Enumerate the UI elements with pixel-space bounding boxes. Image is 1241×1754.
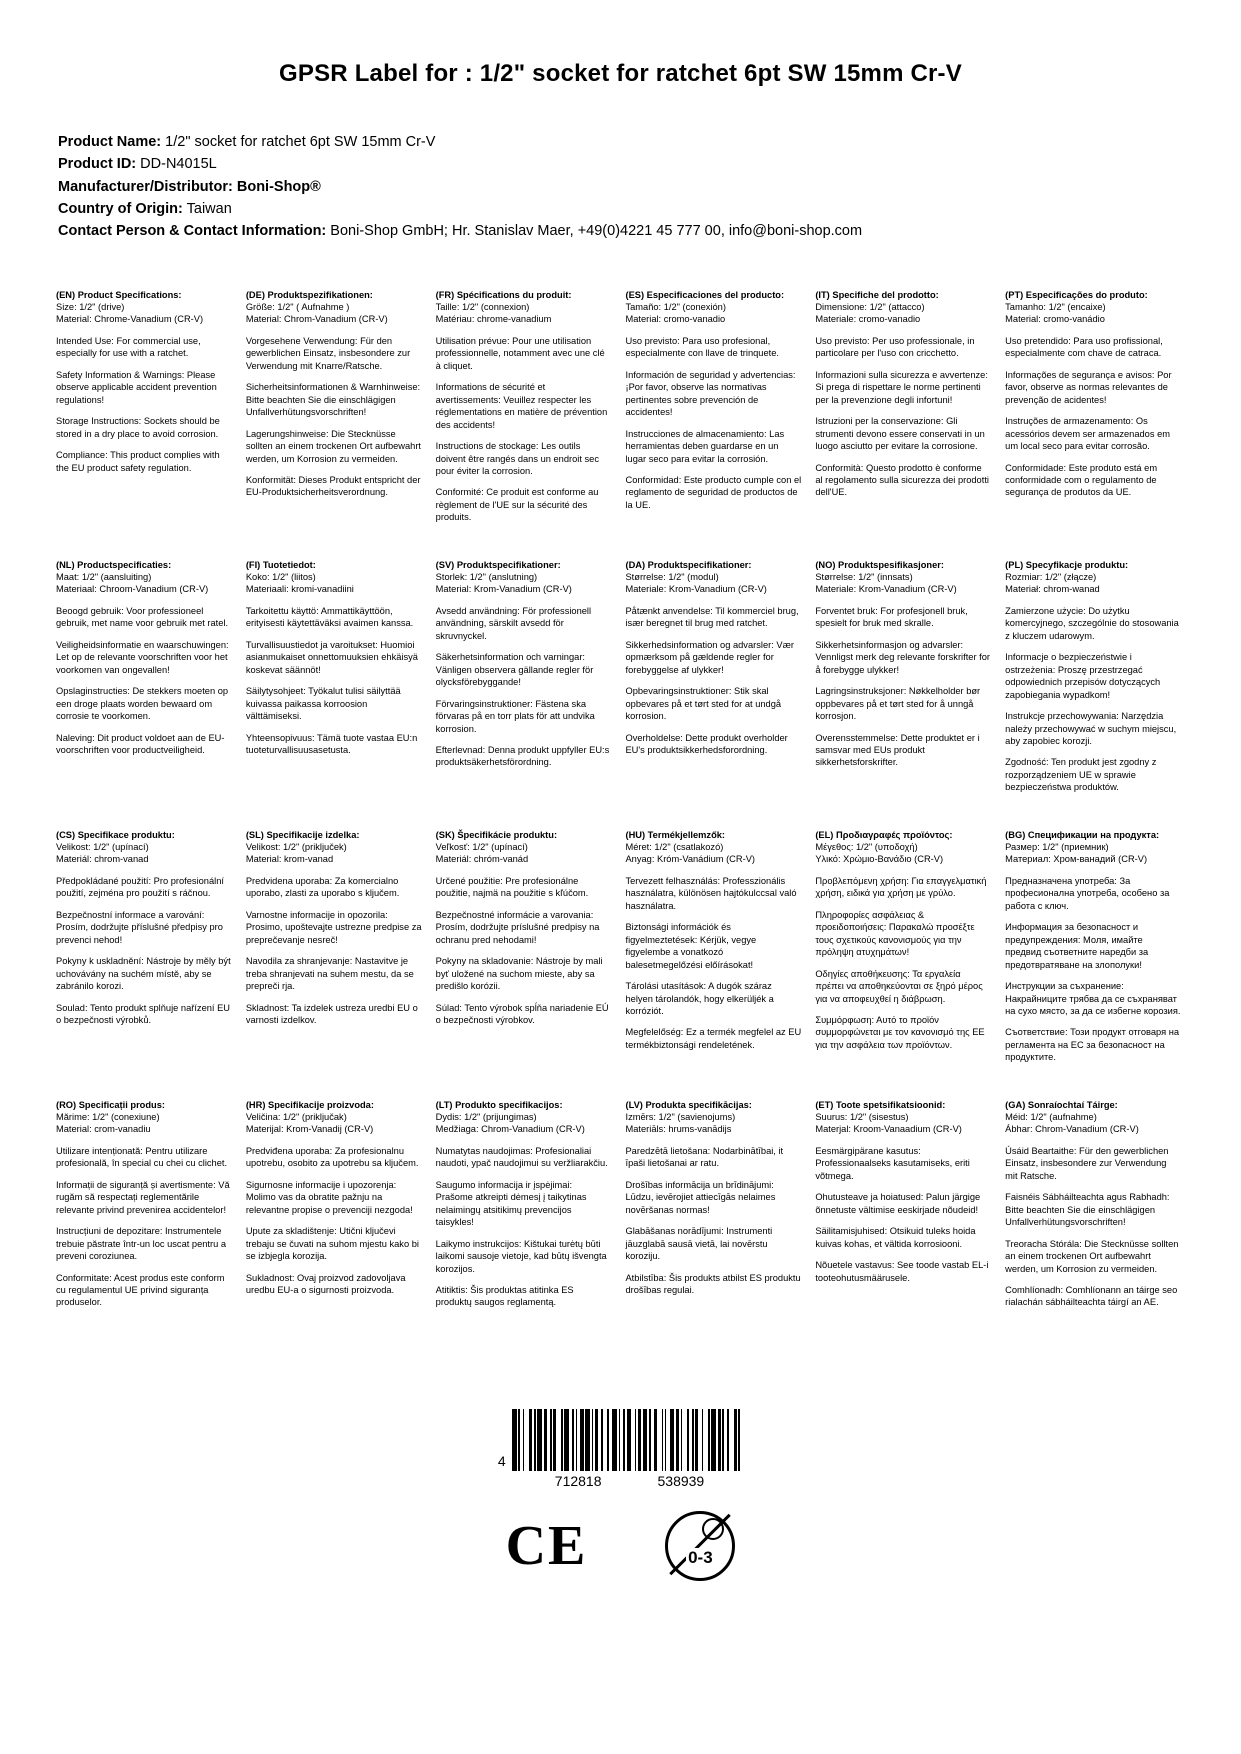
age-warning-icon: [665, 1511, 735, 1581]
spec-cell: [815, 829, 995, 1099]
spec-cell-paragraph: Materiale: cromo-vanadio: [815, 314, 921, 325]
spec-cell-heading: (GA) Sonraíochtaí Táirge:: [1005, 1099, 1118, 1110]
spec-cell-paragraph: Säilytysohjeet: Työkalut tulisi säilyttää kuivassa paikassa korroosion välttämiseksi.: [245, 686, 401, 722]
spec-cell-paragraph: Informations de sécurité et avertissements: Veuillez respecter les réglementations en matière de prévention des accidents!: [435, 382, 608, 430]
spec-cell-paragraph: Saugumo informacija ir įspėjimai: Prašome atkreipti dėmesį į taikytinas nelaimingų atsitikimų prevencijos taisykles!: [435, 1179, 587, 1228]
spec-cell-paragraph: Storage Instructions: Sockets should be stored in a dry place to avoid corrosion.: [56, 416, 220, 439]
spec-cell-heading: (LV) Produkta specifikācijas:: [625, 1099, 752, 1110]
spec-cell-paragraph: Sicherheitsinformationen & Warnhinweise: Bitte beachten Sie die einschlägigen Unfallverhütungsvorschriften!: [245, 382, 421, 418]
spec-cell: [436, 289, 616, 559]
spec-cell-paragraph: Conformité: Ce produit est conforme au règlement de l'UE sur la sécurité des produits.: [435, 487, 599, 523]
spec-cell-paragraph: Materiale: Krom-Vanadium (CR-V): [815, 584, 957, 595]
age-mark-label: 0-3: [688, 1547, 713, 1567]
spec-cell: [56, 289, 236, 559]
spec-cell-heading: (NO) Produktspesifikasjoner:: [815, 559, 944, 570]
spec-cell-paragraph: Materiał: chrom-wanad: [1005, 584, 1100, 595]
spec-cell-paragraph: Instrucciones de almacenamiento: Las herramientas deben guardarse en un lugar seco para evitar la corrosión.: [625, 428, 785, 464]
spec-cell-heading: (PT) Especificações do produto:: [1005, 289, 1148, 300]
spec-cell: [815, 1099, 995, 1369]
ce-mark-icon: CE: [505, 1514, 588, 1577]
barcode-bar: [740, 1409, 743, 1471]
spec-cell-paragraph: Συμμόρφωση: Αυτό το προϊόν συμμορφώνεται με τον κανονισμό της ΕΕ για την ασφάλεια των προϊόντων.: [815, 1015, 985, 1050]
barcode: [498, 1409, 743, 1471]
spec-cell-paragraph: Méid: 1/2" (aufnahme): [1005, 1112, 1097, 1123]
manufacturer-label: Manufacturer/Distributor:: [58, 178, 233, 195]
spec-cell-paragraph: Materijal: Krom-Vanadij (CR-V): [245, 1124, 374, 1135]
spec-cell-heading: (HU) Termékjellemzők:: [625, 829, 726, 840]
spec-cell-paragraph: Μέγεθος: 1/2" (υποδοχή): [815, 842, 918, 853]
spec-cell-paragraph: Opslaginstructies: De stekkers moeten op een droge plaats worden bewaard om corrosie te voorkomen.: [56, 686, 229, 722]
barcode-right-group: 538939: [657, 1472, 705, 1489]
spec-cell-paragraph: Eesmärgipärane kasutus: Professionaalseks kasutamiseks, eriti võtmega.: [815, 1145, 970, 1181]
spec-cell: [625, 289, 805, 559]
spec-cell-heading: (DE) Produktspezifikationen:: [245, 289, 373, 300]
spec-cell-paragraph: Material: Krom-Vanadium (CR-V): [435, 584, 572, 595]
spec-cell: [56, 829, 236, 1099]
spec-cell-paragraph: Turvallisuustiedot ja varoitukset: Huomioi asianmukaiset onnettomuuksien ehkäisyä koskevat säännöt!: [245, 639, 418, 675]
spec-cell-paragraph: Nõuetele vastavus: See toode vastab EL-i tooteohutusmäärusele.: [815, 1260, 989, 1283]
spec-cell-paragraph: Bezpečnostní informace a varování: Prosím, dodržujte příslušné předpisy pro prevenci nehod!: [56, 909, 223, 945]
spec-cell-paragraph: Yhteensopivuus: Tämä tuote vastaa EU:n tuoteturvallisuusasetusta.: [245, 732, 418, 755]
spec-cell-heading: (EN) Product Specifications:: [56, 289, 182, 300]
spec-cell: [1005, 289, 1185, 559]
spec-cell: [246, 829, 426, 1099]
product-name-value: 1/2" socket for ratchet 6pt SW 15mm Cr-V: [165, 134, 436, 150]
spec-cell-paragraph: Bezpečnostné informácie a varovania: Prosím, dodržujte príslušné predpisy na ochranu pred nehodami!: [435, 909, 600, 945]
spec-cell-heading: (IT) Specifiche del prodotto:: [815, 289, 939, 300]
product-meta: [58, 132, 1185, 243]
spec-cell-paragraph: Overholdelse: Dette produkt overholder EU's produktsikkerhedsforordning.: [625, 732, 788, 755]
spec-cell-paragraph: Tamanho: 1/2" (encaixe): [1005, 302, 1106, 313]
spec-cell-paragraph: Safety Information & Warnings: Please observe applicable accident prevention regulations!: [56, 369, 217, 405]
spec-cell-paragraph: Sikkerhetsinformasjon og advarsler: Vennligst merk deg relevante forskrifter for å forebygge ulykker!: [815, 639, 990, 675]
spec-cell-heading: (NL) Productspecificaties:: [56, 559, 172, 570]
spec-cell-paragraph: Sigurnosne informacije i upozorenja: Molimo vas da obratite pažnju na relevantne propise o prevenciji nezgoda!: [245, 1179, 413, 1215]
spec-cell-paragraph: Předpokládané použití: Pro profesionální použití, zejména pro použití s ráčnou.: [56, 875, 224, 899]
spec-cell-paragraph: Υλικό: Χρώμιο-Βανάδιο (CR-V): [815, 854, 944, 865]
meta-row-contact: [58, 221, 1185, 242]
spec-cell-paragraph: Súlad: Tento výrobok spĺňa nariadenie EÚ o bezpečnosti výrobkov.: [435, 1002, 609, 1025]
spec-cell-paragraph: Beoogd gebruik: Voor professioneel gebruik, met name voor gebruik met ratel.: [56, 605, 229, 629]
spec-cell-paragraph: Predviđena uporaba: Za profesionalnu upotrebu, osobito za upotrebu sa ključem.: [245, 1145, 419, 1169]
product-id-label: Product ID:: [58, 156, 137, 173]
specifications-grid: [56, 289, 1185, 1369]
spec-cell-paragraph: Ohutusteave ja hoiatused: Palun järgige õnnetuste vältimise eeskirjade nõudeid!: [815, 1192, 981, 1215]
spec-cell-paragraph: Conformitate: Acest produs este conform cu regulamentul UE privind siguranța produselor.: [56, 1272, 225, 1308]
spec-cell-paragraph: Veľkosť: 1/2" (upínací): [435, 842, 528, 853]
spec-cell: [1005, 829, 1185, 1099]
spec-cell-paragraph: Opbevaringsinstruktioner: Stik skal opbevares på et tørt sted for at undgå korrosion.: [625, 686, 782, 722]
spec-cell-heading: (ET) Toote spetsifikatsioonid:: [815, 1099, 946, 1110]
spec-cell-paragraph: Materiaal: Chroom-Vanadium (CR-V): [56, 584, 209, 595]
spec-cell: [246, 1099, 426, 1369]
spec-cell: [815, 289, 995, 559]
spec-cell-paragraph: Anyag: Króm-Vanádium (CR-V): [625, 854, 755, 865]
spec-cell-paragraph: Rozmiar: 1/2" (złącze): [1005, 572, 1097, 583]
spec-cell-paragraph: Skladnost: Ta izdelek ustreza uredbi EU o varnosti izdelkov.: [245, 1002, 418, 1025]
spec-cell-paragraph: Overensstemmelse: Dette produktet er i samsvar med EUs produkt sikkerhetsforskrifter.: [815, 732, 980, 768]
compliance-marks: [506, 1511, 736, 1581]
product-name-label: Product Name:: [58, 134, 162, 150]
spec-cell-paragraph: Compliance: This product complies with the EU product safety regulation.: [56, 450, 220, 473]
spec-cell-paragraph: Treoracha Stórála: Die Stecknüsse sollten an einem trockenen Ort aufbewahrt werden, um Korrosion zu vermeiden.: [1005, 1238, 1179, 1274]
spec-cell-paragraph: Materiaali: kromi-vanadiini: [245, 584, 354, 595]
spec-cell-paragraph: Faisnéis Sábháilteachta agus Rabhadh: Bitte beachten Sie die einschlägigen Unfallverhütungsvorschriften!: [1005, 1192, 1170, 1228]
spec-cell-paragraph: Tervezett felhasználás: Professzionális használatra, különösen hajtókulccsal való használatra.: [625, 875, 797, 911]
spec-cell-paragraph: Material: krom-vanad: [245, 854, 334, 865]
spec-cell-paragraph: Navodila za shranjevanje: Nastavitve je treba shranjevati na suhem mestu, da se prepreči rja.: [245, 956, 414, 992]
spec-cell-heading: (DA) Produktspecifikationer:: [625, 559, 752, 570]
spec-cell-paragraph: Instruções de armazenamento: Os acessórios devem ser armazenados em um local seco para evitar corrosão.: [1005, 416, 1170, 452]
spec-cell-paragraph: Materiál: chróm-vanád: [435, 854, 529, 865]
spec-cell: [436, 829, 616, 1099]
spec-cell-paragraph: Naleving: Dit product voldoet aan de EU-voorschriften voor productveiligheid.: [56, 732, 225, 755]
barcode-numbers: [462, 1473, 780, 1489]
spec-cell-paragraph: Материал: Хром-ванадий (CR-V): [1005, 854, 1148, 865]
spec-cell-paragraph: Material: cromo-vanadio: [625, 314, 726, 325]
manufacturer-value: Boni-Shop®: [236, 178, 321, 195]
spec-cell-paragraph: Velikost: 1/2" (upínací): [56, 842, 149, 853]
spec-cell-paragraph: Materiale: Krom-Vanadium (CR-V): [625, 584, 767, 595]
spec-cell-paragraph: Sukladnost: Ovaj proizvod zadovoljava uredbu EU-a o sigurnosti proizvoda.: [245, 1272, 406, 1295]
spec-cell-heading: (SL) Specifikacije izdelka:: [245, 829, 360, 840]
spec-cell-paragraph: Maat: 1/2" (aansluiting): [56, 572, 152, 583]
spec-cell-paragraph: Numatytas naudojimas: Profesionaliai naudoti, ypač naudojimui su veržliarakčiu.: [435, 1145, 608, 1169]
spec-cell: [625, 559, 805, 829]
spec-cell-paragraph: Säilitamisjuhised: Otsikuid tuleks hoida kuivas kohas, et vältida korrosiooni.: [815, 1226, 976, 1249]
spec-cell-paragraph: Størrelse: 1/2" (modul): [625, 572, 719, 583]
spec-cell: [246, 559, 426, 829]
spec-cell-paragraph: Οδηγίες αποθήκευσης: Τα εργαλεία πρέπει να αποθηκεύονται σε ξηρό μέρος για να αποφευχθεί η διάβρωση.: [815, 968, 983, 1004]
barcode-leading-digit: 4: [497, 1452, 506, 1469]
spec-cell: [436, 559, 616, 829]
spec-cell-paragraph: Zgodność: Ten produkt jest zgodny z rozporządzeniem UE w sprawie bezpieczeństwa produktów.: [1005, 757, 1157, 793]
spec-cell-paragraph: Информация за безопасност и предупреждения: Моля, имайте предвид съответните наредби за предотвратяване на злополуки!: [1005, 922, 1149, 970]
spec-cell-paragraph: Zamierzone użycie: Do użytku komercyjnego, szczególnie do stosowania z kluczem udarowym.: [1005, 605, 1179, 641]
spec-cell-paragraph: Πληροφορίες ασφάλειας & προειδοποιήσεις: Παρακαλώ προσέξτε τους σχετικούς κανονισμούς για την πρόληψη ατυχημάτων!: [815, 909, 975, 958]
spec-cell: [1005, 559, 1185, 829]
spec-cell-paragraph: Informações de segurança e avisos: Por favor, observe as normas relevantes de prevenção de acidentes!: [1005, 369, 1172, 405]
spec-cell-paragraph: Taille: 1/2" (connexion): [435, 302, 530, 313]
spec-cell-paragraph: Medžiaga: Chrom-Vanadium (CR-V): [435, 1124, 585, 1135]
meta-row-manufacturer: [58, 177, 1185, 198]
spec-cell-paragraph: Size: 1/2" (drive): [56, 302, 125, 313]
spec-cell-paragraph: Suurus: 1/2" (sisestus): [815, 1112, 909, 1123]
page-title: GPSR Label for : 1/2" socket for ratchet 6pt SW 15mm Cr-V: [279, 60, 962, 87]
spec-cell-paragraph: Förvaringsinstruktioner: Fästena ska förvaras på en torr plats för att undvika korrosion.: [435, 698, 595, 734]
spec-cell: [815, 559, 995, 829]
country-value: Taiwan: [186, 200, 232, 217]
spec-cell-paragraph: Uso pretendido: Para uso profissional, especialmente com chave de catraca.: [1005, 335, 1163, 359]
spec-cell-paragraph: Méret: 1/2" (csatlakozó): [625, 842, 724, 853]
spec-cell-paragraph: Izmērs: 1/2" (savienojums): [625, 1112, 736, 1123]
spec-cell-paragraph: Avsedd användning: För professionell användning, särskilt avsedd för skruvnyckel.: [435, 605, 592, 641]
spec-cell-paragraph: Предназначена употреба: За професионална употреба, особено за работа с ключ.: [1005, 875, 1170, 911]
spec-cell-paragraph: Atbilstība: Šis produkts atbilst ES produktu drošības regulai.: [625, 1272, 801, 1295]
spec-cell-heading: (EL) Προδιαγραφές προϊόντος:: [815, 829, 953, 840]
spec-cell-paragraph: Instrukcje przechowywania: Narzędzia należy przechowywać w suchym miejscu, aby zapobiec korozji.: [1005, 711, 1177, 746]
spec-cell-paragraph: Megfelelőség: Ez a termék megfelel az EU termékbiztonsági rendeletének.: [625, 1027, 802, 1050]
spec-cell-heading: (SK) Špecifikácie produktu:: [435, 829, 558, 840]
spec-cell-paragraph: Materiál: chrom-vanad: [56, 854, 149, 865]
meta-row-product-id: [58, 154, 1185, 175]
spec-cell: [1005, 1099, 1185, 1369]
spec-cell-paragraph: Instrucțiuni de depozitare: Instrumentele trebuie păstrate într-un loc uscat pentru a preveni coroziunea.: [56, 1226, 227, 1262]
spec-cell-heading: (FI) Tuotetiedot:: [245, 559, 316, 570]
spec-cell-paragraph: Инструкции за съхранение: Накрайниците трябва да се съхраняват на сухо място, за да се избегне корозия.: [1005, 981, 1181, 1016]
spec-cell: [56, 559, 236, 829]
spec-cell-paragraph: Určené použitie: Pre profesionálne použitie, najmä na použitie s kľúčom.: [435, 875, 589, 899]
spec-cell-paragraph: Vorgesehene Verwendung: Für den gewerblichen Einsatz, insbesondere zur Verwendung mit Knarre/Ratsche.: [245, 335, 411, 371]
spec-cell-paragraph: Laikymo instrukcijos: Kištukai turėtų būti laikomi sausoje vietoje, kad būtų išvengta korozijos.: [435, 1238, 607, 1274]
spec-cell-paragraph: Mărime: 1/2" (conexiune): [56, 1112, 160, 1123]
spec-cell-paragraph: Instructions de stockage: Les outils doivent être rangés dans un endroit sec pour éviter la corrosion.: [435, 441, 599, 476]
spec-cell: [625, 1099, 805, 1369]
spec-cell-paragraph: Utilisation prévue: Pour une utilisation professionnelle, notamment avec une clé à cliquet.: [435, 335, 605, 371]
spec-cell-paragraph: Säkerhetsinformation och varningar: Vänligen observera gällande regler för olycksförebyggande!: [435, 652, 594, 688]
country-label: Country of Origin:: [58, 200, 183, 217]
spec-cell: [625, 829, 805, 1099]
spec-cell-heading: (HR) Specifikacije proizvoda:: [245, 1099, 374, 1110]
spec-cell-paragraph: Ábhar: Chrom-Vanadium (CR-V): [1005, 1124, 1139, 1135]
spec-cell-paragraph: Comhlíonadh: Comhlíonann an táirge seo rialachán sábháilteachta táirgí an AE.: [1005, 1285, 1178, 1308]
spec-cell-paragraph: Konformität: Dieses Produkt entspricht der EU-Produktsicherheitsverordnung.: [245, 475, 421, 498]
spec-cell-heading: (RO) Specificații produs:: [56, 1099, 165, 1110]
spec-cell-heading: (FR) Spécifications du produit:: [435, 289, 572, 300]
spec-cell-paragraph: Conformidade: Este produto está em conformidade com o regulamento de segurança de produtos da UE.: [1005, 462, 1158, 498]
spec-cell-heading: (ES) Especificaciones del producto:: [625, 289, 785, 300]
spec-cell-paragraph: Material: crom-vanadiu: [56, 1124, 151, 1135]
spec-cell-paragraph: Koko: 1/2" (liitos): [245, 572, 316, 583]
spec-cell-paragraph: Uso previsto: Para uso profesional, especialmente con llave de trinquete.: [625, 335, 779, 359]
spec-cell-paragraph: Biztonsági információk és figyelmeztetések: Kérjük, vegye figyelembe a vonatkozó balesetmegelőzési előírásokat!: [625, 922, 757, 970]
spec-cell-heading: (LT) Produkto specifikacijos:: [435, 1099, 563, 1110]
spec-cell-paragraph: Uso previsto: Per uso professionale, in particolare per l'uso con cricchetto.: [815, 335, 975, 359]
spec-cell-paragraph: Lagringsinstruksjoner: Nøkkelholder bør oppbevares på et tørt sted for å unngå korrosjon.: [815, 686, 981, 722]
spec-cell-paragraph: Matériau: chrome-vanadium: [435, 314, 552, 325]
spec-cell-paragraph: Material: Chrom-Vanadium (CR-V): [245, 314, 388, 325]
spec-cell-paragraph: Materiāls: hrums-vanādijs: [625, 1124, 732, 1135]
spec-cell-paragraph: Istruzioni per la conservazione: Gli strumenti devono essere conservati in un luogo asciutto per evitare la corrosione.: [815, 416, 985, 452]
spec-cell-paragraph: Paredzētā lietošana: Nodarbinātībai, it īpaši lietošanai ar ratu.: [625, 1145, 784, 1169]
spec-cell-paragraph: Informații de siguranță și avertismente: Vă rugăm să respectați reglementările relevante privind prevenirea accidentelor!: [56, 1179, 230, 1215]
meta-row-product-name: [58, 132, 1185, 153]
spec-cell-paragraph: Προβλεπόμενη χρήση: Για επαγγελματική χρήση, ειδικά για χρήση με γρύλο.: [815, 875, 987, 899]
spec-cell-paragraph: Tamaño: 1/2" (conexión): [625, 302, 726, 313]
spec-cell-heading: (SV) Produktspecifikationer:: [435, 559, 561, 570]
spec-cell-heading: (CS) Specifikace produktu:: [56, 829, 175, 840]
spec-cell-paragraph: Veličina: 1/2" (priključak): [245, 1112, 347, 1123]
spec-cell-paragraph: Größe: 1/2" ( Aufnahme ): [245, 302, 350, 313]
spec-cell-paragraph: Informazioni sulla sicurezza e avvertenze: Si prega di rispettare le norme pertinenti per la prevenzione degli infortuni!: [815, 369, 988, 405]
spec-cell-paragraph: Predvidena uporaba: Za komercialno uporabo, zlasti za uporabo s ključem.: [245, 875, 400, 899]
spec-cell-paragraph: Informacje o bezpieczeństwie i ostrzeżenia: Proszę przestrzegać odpowiednich przepisów dotyczących zapobiegania wypadkom!: [1005, 652, 1161, 700]
spec-cell-paragraph: Conformità: Questo prodotto è conforme al regolamento sulla sicurezza dei prodotti dell'UE.: [815, 462, 989, 498]
barcode-bars: [512, 1409, 743, 1471]
spec-cell-paragraph: Tarkoitettu käyttö: Ammattikäyttöön, erityisesti käytettäväksi avaimen kanssa.: [245, 605, 414, 629]
spec-cell-paragraph: Información de seguridad y advertencias: ¡Por favor, observe las normativas pertinentes sobre prevención de accidentes!: [625, 369, 796, 418]
spec-cell-paragraph: Съответствие: Този продукт отговаря на регламента на ЕС за безопасност на продуктите.: [1005, 1027, 1180, 1063]
spec-cell-paragraph: Velikost: 1/2" (priključek): [245, 842, 347, 853]
barcode-left-group: 712818: [554, 1472, 602, 1489]
spec-cell-paragraph: Varnostne informacije in opozorila: Prosimo, upoštevajte ustrezne predpise za preprečevanje nesreč!: [245, 909, 422, 945]
spec-cell-heading: (PL) Specyfikacje produktu:: [1005, 559, 1129, 570]
spec-cell-paragraph: Veiligheidsinformatie en waarschuwingen: Let op de relevante voorschriften voor het voorkomen van ongevallen!: [56, 639, 229, 675]
spec-cell-paragraph: Úsáid Beartaithe: Für den gewerblichen Einsatz, insbesondere zur Verwendung mit Ratsche.: [1005, 1145, 1169, 1181]
spec-cell-paragraph: Dydis: 1/2" (prijungimas): [435, 1112, 537, 1123]
spec-cell: [436, 1099, 616, 1369]
contact-label: Contact Person & Contact Information:: [58, 223, 327, 240]
spec-cell: [246, 289, 426, 559]
spec-cell-paragraph: Material: Chrome-Vanadium (CR-V): [56, 314, 204, 325]
spec-cell-paragraph: Conformidad: Este producto cumple con el reglamento de seguridad de productos de la UE.: [625, 475, 802, 510]
spec-cell-paragraph: Dimensione: 1/2" (attacco): [815, 302, 925, 313]
spec-cell-paragraph: Pokyny na skladovanie: Nástroje by mali byť uložené na suchom mieste, aby sa predišlo korózii.: [435, 956, 603, 992]
spec-cell-heading: (BG) Спецификации на продукта:: [1005, 829, 1160, 840]
spec-cell-paragraph: Sikkerhedsinformation og advarsler: Vær opmærksom på gældende regler for forebyggelse af ulykker!: [625, 639, 794, 675]
spec-cell-paragraph: Glabāšanas norādījumi: Instrumenti jāuzglabā sausā vietā, lai novērstu koroziju.: [625, 1226, 773, 1262]
meta-row-country: [58, 199, 1185, 220]
spec-cell-paragraph: Påtænkt anvendelse: Til kommerciel brug, især beregnet til brug med ratchet.: [625, 605, 799, 629]
spec-cell-paragraph: Drošības informācija un brīdinājumi: Lūdzu, ievērojiet attiecīgās nelaimes novēršanas normas!: [625, 1179, 776, 1215]
spec-cell-paragraph: Lagerungshinweise: Die Stecknüsse sollten an einem trockenen Ort aufbewahrt werden, um Korrosion zu vermeiden.: [245, 428, 422, 464]
spec-cell-paragraph: Размер: 1/2" (приемник): [1005, 842, 1109, 853]
spec-cell-paragraph: Utilizare intenționată: Pentru utilizare profesională, în special cu chei cu clichet.: [56, 1145, 228, 1169]
spec-cell-paragraph: Intended Use: For commercial use, especially for use with a ratchet.: [56, 335, 201, 359]
spec-cell-paragraph: Efterlevnad: Denna produkt uppfyller EU:s produktsäkerhetsförordning.: [435, 745, 610, 768]
spec-cell: [56, 1099, 236, 1369]
spec-cell-paragraph: Material: cromo-vanádio: [1005, 314, 1105, 325]
spec-cell-paragraph: Pokyny k uskladnění: Nástroje by měly být uchovávány na suchém místě, aby se zabránilo korozi.: [56, 956, 231, 992]
spec-cell-paragraph: Størrelse: 1/2" (innsats): [815, 572, 913, 583]
spec-cell-paragraph: Storlek: 1/2" (anslutning): [435, 572, 538, 583]
spec-cell-paragraph: Materjal: Kroom-Vanaadium (CR-V): [815, 1124, 962, 1135]
contact-value: Boni-Shop GmbH; Hr. Stanislav Maer, +49(0)4221 45 777 00, info@boni-shop.com: [330, 223, 863, 240]
footer: [56, 1409, 1185, 1581]
spec-cell-paragraph: Soulad: Tento produkt splňuje nařízení EU o bezpečnosti výrobků.: [56, 1002, 230, 1025]
spec-cell-paragraph: Forventet bruk: For profesjonell bruk, spesielt for bruk med skralle.: [815, 605, 968, 629]
product-id-value: DD-N4015L: [140, 156, 217, 173]
spec-cell-paragraph: Upute za skladištenje: Utični ključevi trebaju se čuvati na suhom mjestu kako bi se izbjegla korozija.: [245, 1226, 419, 1262]
spec-cell-paragraph: Atitiktis: Šis produktas atitinka ES produktų saugos reglamentą.: [435, 1285, 574, 1308]
spec-cell-paragraph: Tárolási utasítások: A dugók száraz helyen tárolandók, hogy elkerüljék a korróziót.: [625, 981, 774, 1016]
